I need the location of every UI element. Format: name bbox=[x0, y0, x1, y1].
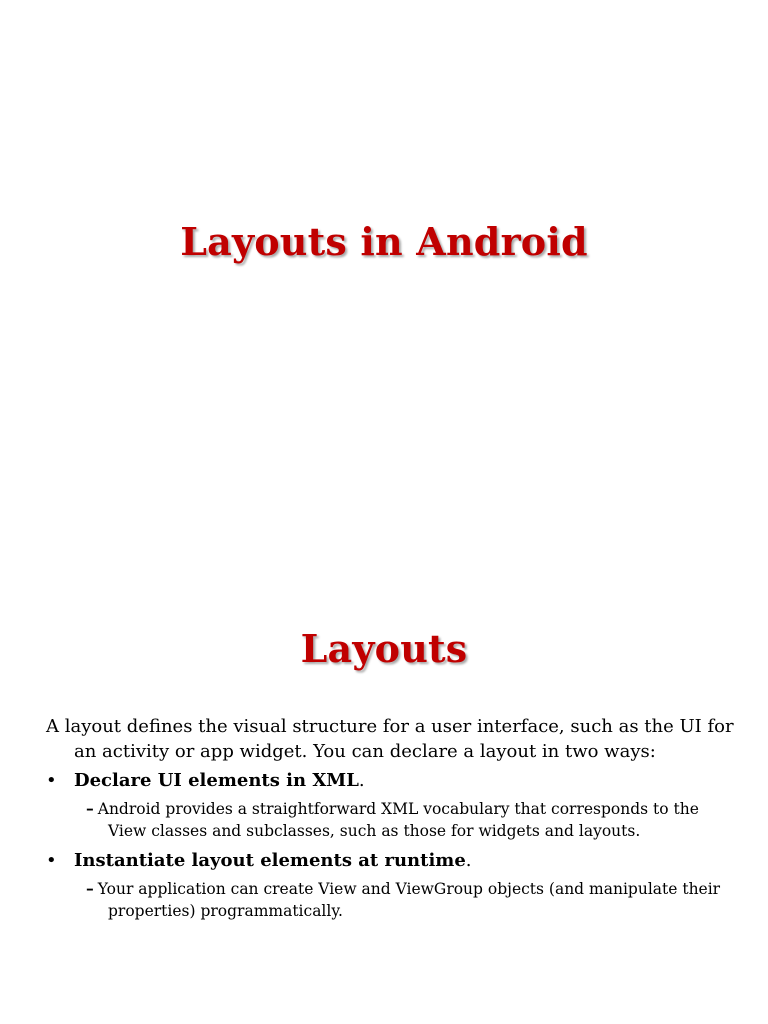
bullet-suffix: . bbox=[358, 770, 365, 791]
slide2-body bbox=[46, 714, 736, 922]
slide1-title: Layouts in Android bbox=[180, 219, 588, 264]
bullet-item-runtime bbox=[46, 848, 736, 874]
bullet-heading: Instantiate layout elements at runtime bbox=[74, 850, 466, 871]
bullet-suffix: . bbox=[465, 850, 472, 871]
sub-text: Your application can create View and ViewGroup objects (and manipulate their properties) programmatically. bbox=[97, 880, 721, 920]
sub-item-runtime bbox=[46, 878, 736, 922]
intro-paragraph: A layout defines the visual structure for a user interface, such as the UI for an activity or app widget. You can declare a layout in two ways: bbox=[46, 716, 734, 762]
bullet-marker: • bbox=[46, 850, 57, 871]
sub-text: Android provides a straightforward XML vocabulary that corresponds to the View classes and subclasses, such as those for widgets and layouts. bbox=[97, 800, 699, 840]
bullet-item-xml bbox=[46, 768, 736, 794]
sub-item-xml bbox=[46, 798, 736, 842]
sub-marker: – bbox=[86, 799, 94, 818]
slide2-title: Layouts bbox=[300, 626, 468, 671]
sub-marker: – bbox=[86, 879, 94, 898]
bullet-marker: • bbox=[46, 770, 57, 791]
bullet-heading: Declare UI elements in XML bbox=[74, 770, 359, 791]
